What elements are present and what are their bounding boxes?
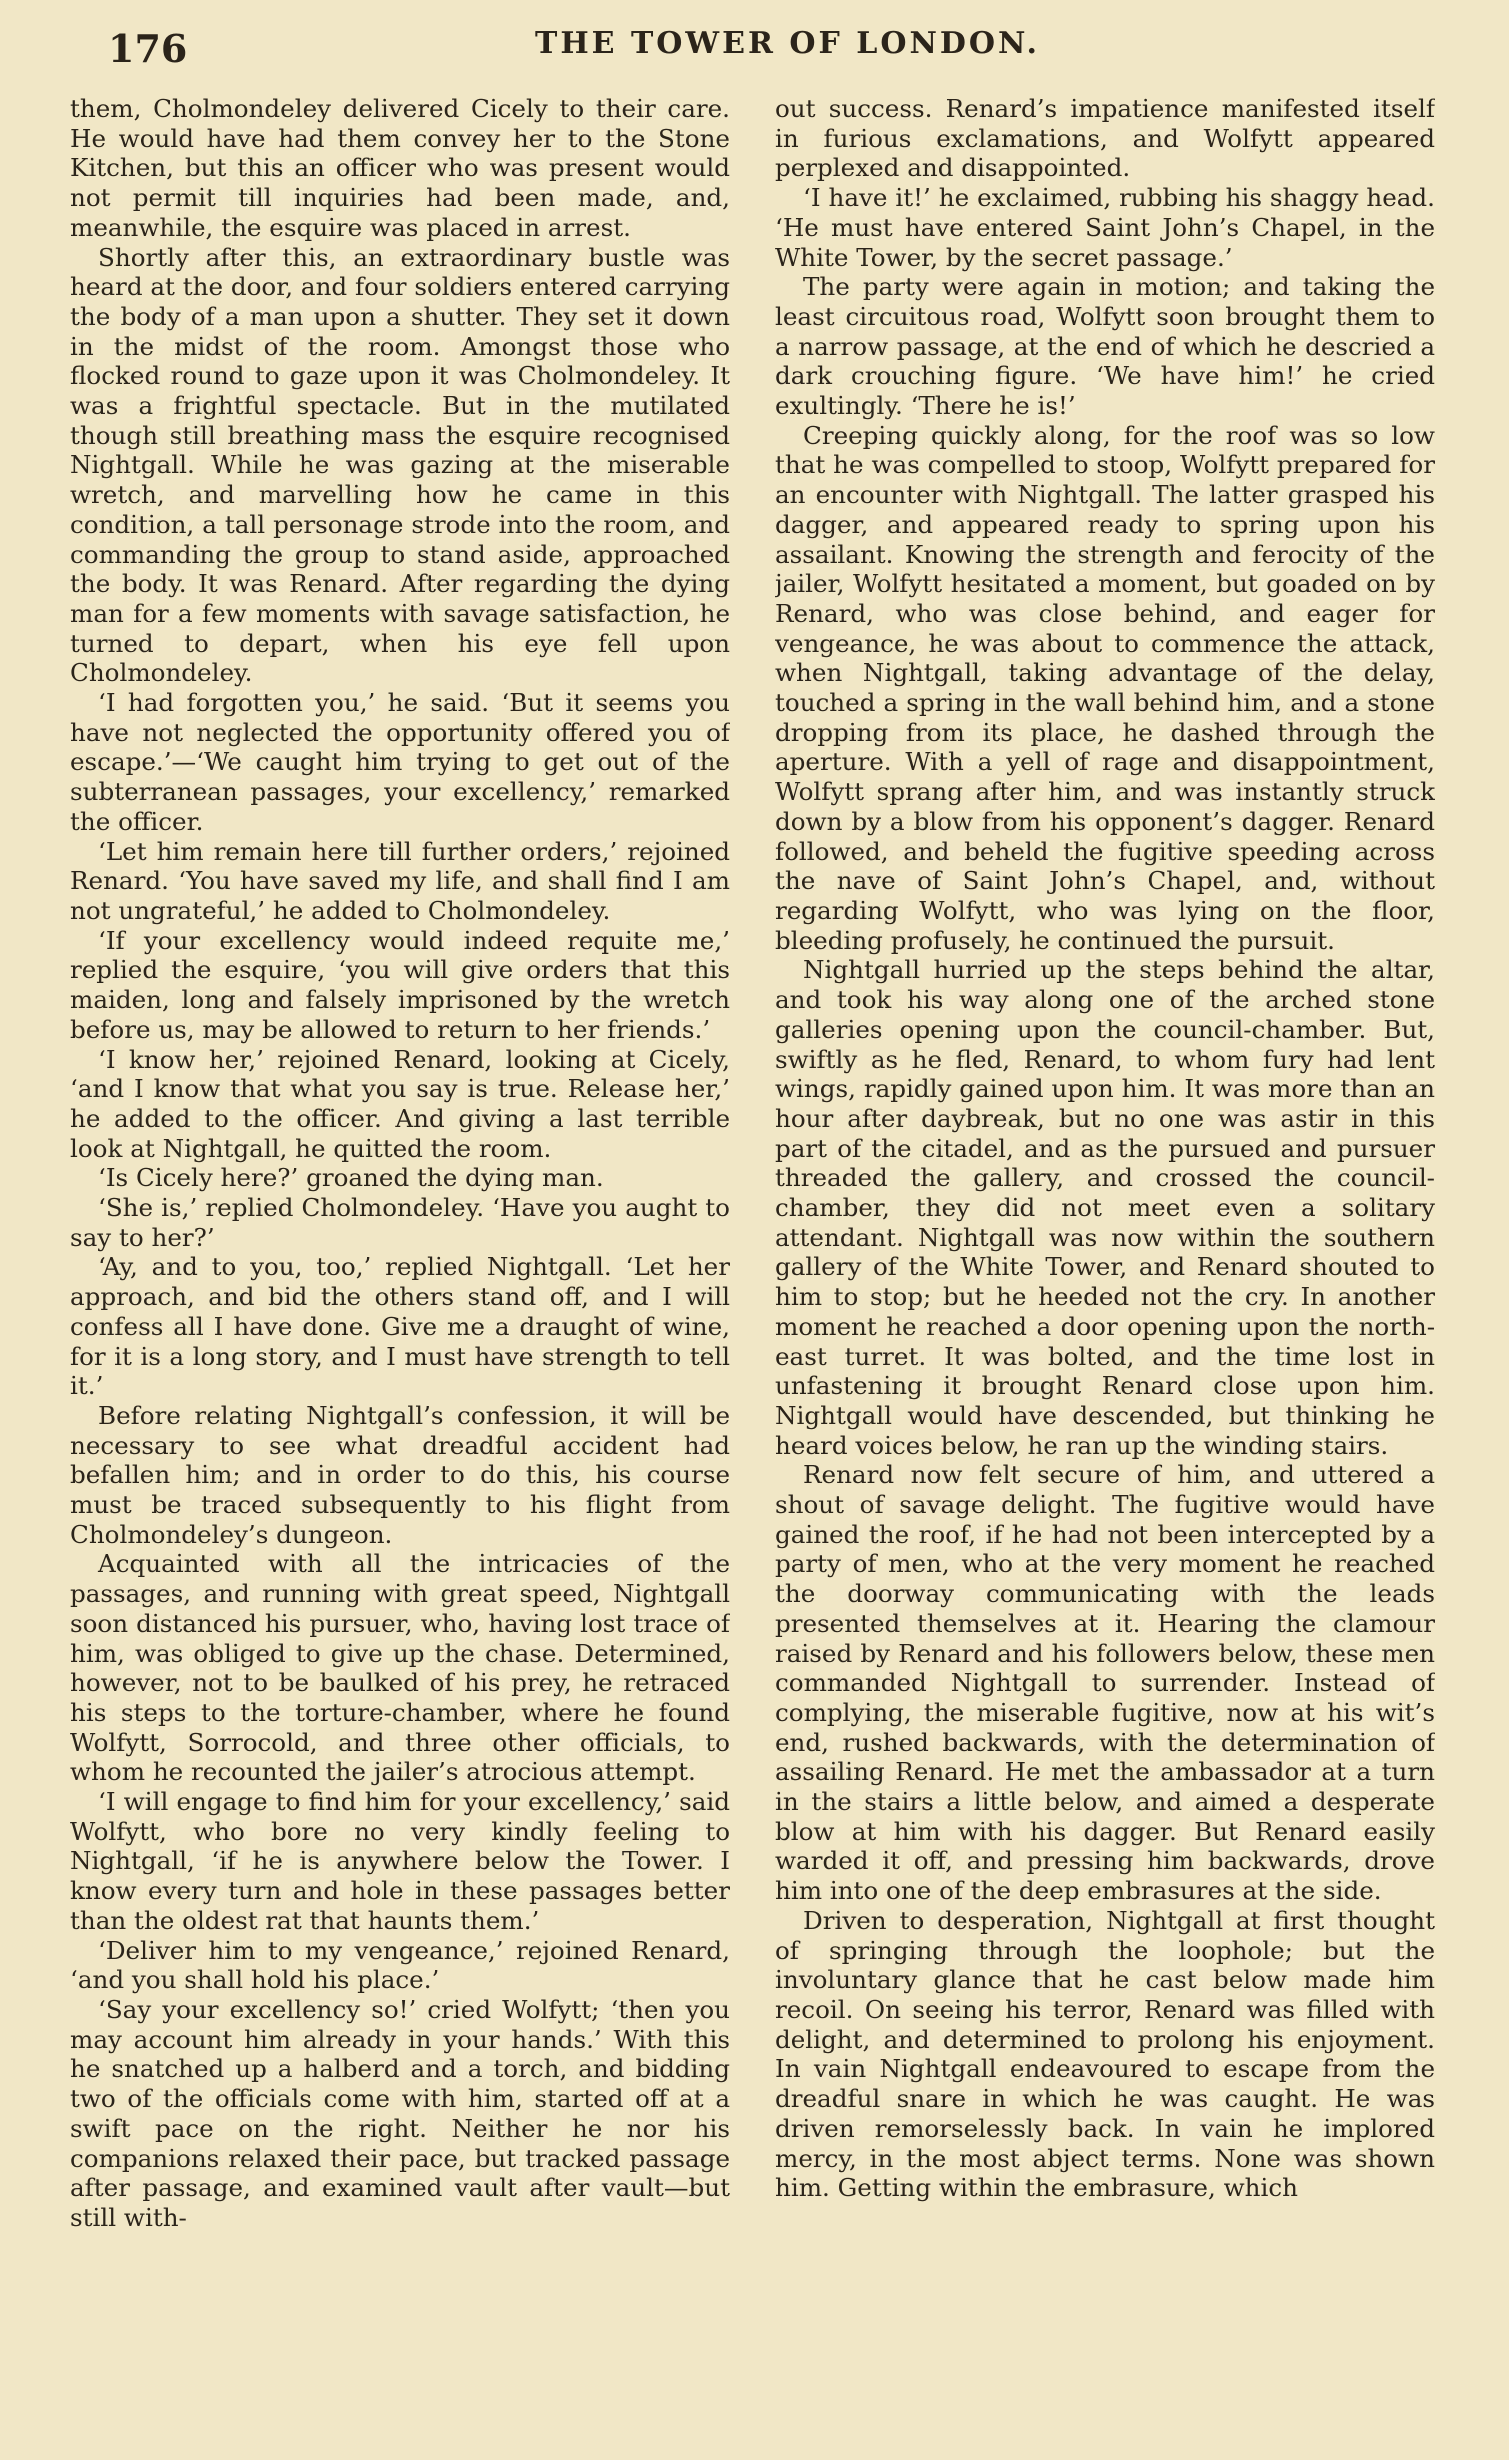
paragraph: Acquainted with all the intricacies of the passages, and running with great speed, Nightgall soon distanced his pursuer, who, having lost trace of him, was obliged to give up the chase. Determined, however, not to be baulked of his prey, he retraced his steps to the torture-chamber, where he found Wolfytt, Sorrocold, and three other officials, to whom he recounted the jailer’s atrocious attempt. (70, 1549, 730, 1787)
paragraph: ‘If your excellency would indeed requite me,’ replied the esquire, ‘you will give orders that this maiden, long and falsely imprisoned by the wretch before us, may be allowed to return to her friends.’ (70, 925, 730, 1044)
paragraph: ‘I will engage to find him for your excellency,’ said Wolfytt, who bore no very kindly feeling to Nightgall, ‘if he is anywhere below the Tower. I know every turn and hole in these passages better than the oldest rat that haunts them.’ (70, 1787, 730, 1935)
right-column (775, 94, 1435, 2444)
page-number: 176 (108, 25, 188, 71)
paragraph: ‘She is,’ replied Cholmondeley. ‘Have you aught to say to her?’ (70, 1193, 730, 1252)
paragraph: Driven to desperation, Nightgall at first thought of springing through the loophole; but the involuntary glance that he cast below made him recoil. On seeing his terror, Renard was filled with delight, and determined to prolong his enjoyment. In vain Nightgall endeavoured to escape from the dreadful snare in which he was caught. He was driven remorselessly back. In vain he implored mercy, in the most abject terms. None was shown him. Getting within the embrasure, which (775, 1905, 1435, 2203)
paragraph: ‘Ay, and to you, too,’ replied Nightgall. ‘Let her approach, and bid the others stand off, and I will confess all I have done. Give me a draught of wine, for it is a long story, and I must have strength to tell it.’ (70, 1252, 730, 1401)
left-column (70, 94, 730, 2444)
paragraph: ‘I have it!’ he exclaimed, rubbing his shaggy head. ‘He must have entered Saint John’s Chapel, in the White Tower, by the secret passage.’ (775, 183, 1435, 272)
paragraph: Shortly after this, an extraordinary bustle was heard at the door, and four soldiers entered carrying the body of a man upon a shutter. They set it down in the midst of the room. Amongst those who flocked round to gaze upon it was Cholmondeley. It was a frightful spectacle. But in the mutilated though still breathing mass the esquire recognised Nightgall. While he was gazing at the miserable wretch, and marvelling how he came in this condition, a tall personage strode into the room, and commanding the group to stand aside, approached the body. It was Renard. After regarding the dying man for a few moments with savage satisfaction, he turned to depart, when his eye fell upon Cholmondeley. (70, 242, 730, 688)
paragraph: out success. Renard’s impatience manifested itself in furious exclamations, and Wolfytt appeared perplexed and disappointed. (775, 94, 1435, 183)
paragraph: Before relating Nightgall’s confession, it will be necessary to see what dreadful accident had befallen him; and in order to do this, his course must be traced subsequently to his flight from Cholmondeley’s dungeon. (70, 1400, 730, 1549)
paragraph: ‘I had forgotten you,’ he said. ‘But it seems you have not neglected the opportunity offered you of escape.’—‘We caught him trying to get out of the subterranean passages, your excellency,’ remarked the officer. (70, 688, 730, 836)
running-title: THE TOWER OF LONDON. (535, 26, 1040, 61)
paragraph: ‘I know her,’ rejoined Renard, looking at Cicely, ‘and I know that what you say is true. Release her,’ he added to the officer. And giving a last terrible look at Nightgall, he quitted the room. (70, 1044, 730, 1163)
paragraph: The party were again in motion; and taking the least circuitous road, Wolfytt soon brought them to a narrow passage, at the end of which he descried a dark crouching figure. ‘We have him!’ he cried exultingly. ‘There he is!’ (775, 272, 1435, 421)
paragraph: Renard now felt secure of him, and uttered a shout of savage delight. The fugitive would have gained the roof, if he had not been intercepted by a party of men, who at the very moment he reached the doorway communicating with the leads presented themselves at it. Hearing the clamour raised by Renard and his followers below, these men commanded Nightgall to surrender. Instead of complying, the miserable fugitive, now at his wit’s end, rushed backwards, with the determination of assailing Renard. He met the ambassador at a turn in the stairs a little below, and aimed a desperate blow at him with his dagger. But Renard easily warded it off, and pressing him backwards, drove him into one of the deep embrasures at the side. (775, 1460, 1435, 1906)
page-header (60, 18, 1440, 78)
paragraph: ‘Is Cicely here?’ groaned the dying man. (98, 1163, 604, 1193)
paragraph: ‘Say your excellency so!’ cried Wolfytt; ‘then you may account him already in your hands.’ With this he snatched up a halberd and a torch, and bidding two of the officials come with him, started off at a swift pace on the right. Neither he nor his companions relaxed their pace, but tracked passage after passage, and examined vault after vault—but still with- (70, 1995, 730, 2232)
paragraph: Nightgall hurried up the steps behind the altar, and took his way along one of the arched stone galleries opening upon the council-chamber. But, swiftly as he fled, Renard, to whom fury had lent wings, rapidly gained upon him. It was more than an hour after daybreak, but no one was astir in this part of the citadel, and as the pursued and pursuer threaded the gallery, and crossed the council-chamber, they did not meet even a solitary attendant. Nightgall was now within the southern gallery of the White Tower, and Renard shouted to him to stop; but he heeded not the cry. In another moment he reached a door opening upon the north-east turret. It was bolted, and the time lost in unfastening it brought Renard close upon him. Nightgall would have descended, but thinking he heard voices below, he ran up the winding stairs. (775, 955, 1435, 1460)
paragraph: ‘Let him remain here till further orders,’ rejoined Renard. ‘You have saved my life, and shall find I am not ungrateful,’ he added to Cholmondeley. (70, 836, 730, 925)
paragraph: Creeping quickly along, for the roof was so low that he was compelled to stoop, Wolfytt prepared for an encounter with Nightgall. The latter grasped his dagger, and appeared ready to spring upon his assailant. Knowing the strength and ferocity of the jailer, Wolfytt hesitated a moment, but goaded on by Renard, who was close behind, and eager for vengeance, he was about to commence the attack, when Nightgall, taking advantage of the delay, touched a spring in the wall behind him, and a stone dropping from its place, he dashed through the aperture. With a yell of rage and disappointment, Wolfytt sprang after him, and was instantly struck down by a blow from his opponent’s dagger. Renard followed, and beheld the fugitive speeding across the nave of Saint John’s Chapel, and, without regarding Wolfytt, who was lying on the floor, bleeding profusely, he continued the pursuit. (775, 420, 1435, 955)
paragraph: them, Cholmondeley delivered Cicely to their care. He would have had them convey her to the Stone Kitchen, but this an officer who was present would not permit till inquiries had been made, and, meanwhile, the esquire was placed in arrest. (70, 94, 730, 242)
paragraph: ‘Deliver him to my vengeance,’ rejoined Renard, ‘and you shall hold his place.’ (70, 1935, 730, 1995)
text-columns (70, 94, 1435, 2444)
